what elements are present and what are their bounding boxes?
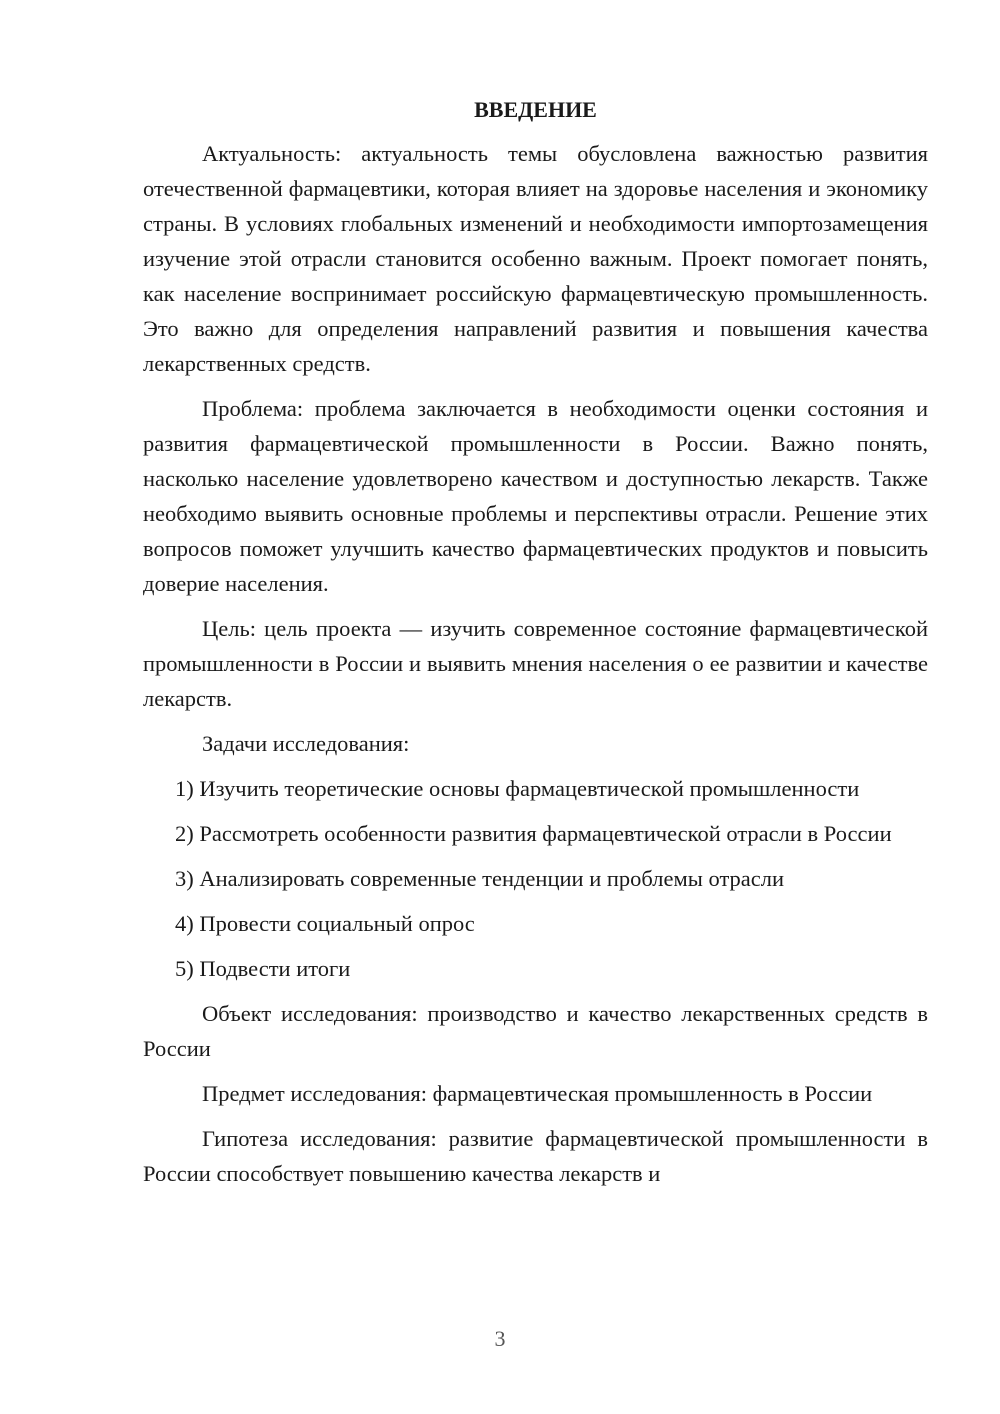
section-title: ВВЕДЕНИЕ	[474, 97, 597, 122]
task-item: 5) Подвести итоги	[175, 956, 351, 981]
subject-paragraph: Предмет исследования: фармацевтическая промышленность в России	[202, 1081, 873, 1106]
page-number: 3	[494, 1326, 506, 1351]
task-item: 4) Провести социальный опрос	[175, 911, 475, 936]
problem-paragraph: Проблема: проблема заключается в необходимости оценки состояния и развития фармацевтической промышленности в России. Важно понять, насколько население удовлетворено качеством и доступностью лекарств. Также необходимо выявить основные проблемы и перспективы отрасли. Решение этих вопросов поможет улучшить качество фармацевтических продуктов и повысить доверие населения.	[143, 396, 928, 596]
task-item: 3) Анализировать современные тенденции и проблемы отрасли	[175, 866, 785, 891]
page-content	[143, 92, 928, 1191]
object-paragraph: Объект исследования: производство и качество лекарственных средств в России	[143, 1001, 928, 1061]
tasks-list	[143, 771, 928, 986]
task-item: 1) Изучить теоретические основы фармацевтической промышленности	[175, 776, 860, 801]
tasks-heading: Задачи исследования:	[202, 731, 410, 756]
relevance-paragraph: Актуальность: актуальность темы обусловлена важностью развития отечественной фармацевтики, которая влияет на здоровье населения и экономику страны. В условиях глобальных изменений и необходимости импортозамещения изучение этой отрасли становится особенно важным. Проект помогает понять, как население воспринимает российскую фармацевтическую промышленность. Это важно для определения направлений развития и повышения качества лекарственных средств.	[143, 141, 928, 376]
goal-paragraph: Цель: цель проекта — изучить современное состояние фармацевтической промышленности в России и выявить мнения населения о ее развитии и качестве лекарств.	[143, 616, 928, 711]
hypothesis-paragraph: Гипотеза исследования: развитие фармацевтической промышленности в России способствует повышению качества лекарств и	[143, 1126, 928, 1186]
task-item: 2) Рассмотреть особенности развития фармацевтической отрасли в России	[175, 821, 892, 846]
